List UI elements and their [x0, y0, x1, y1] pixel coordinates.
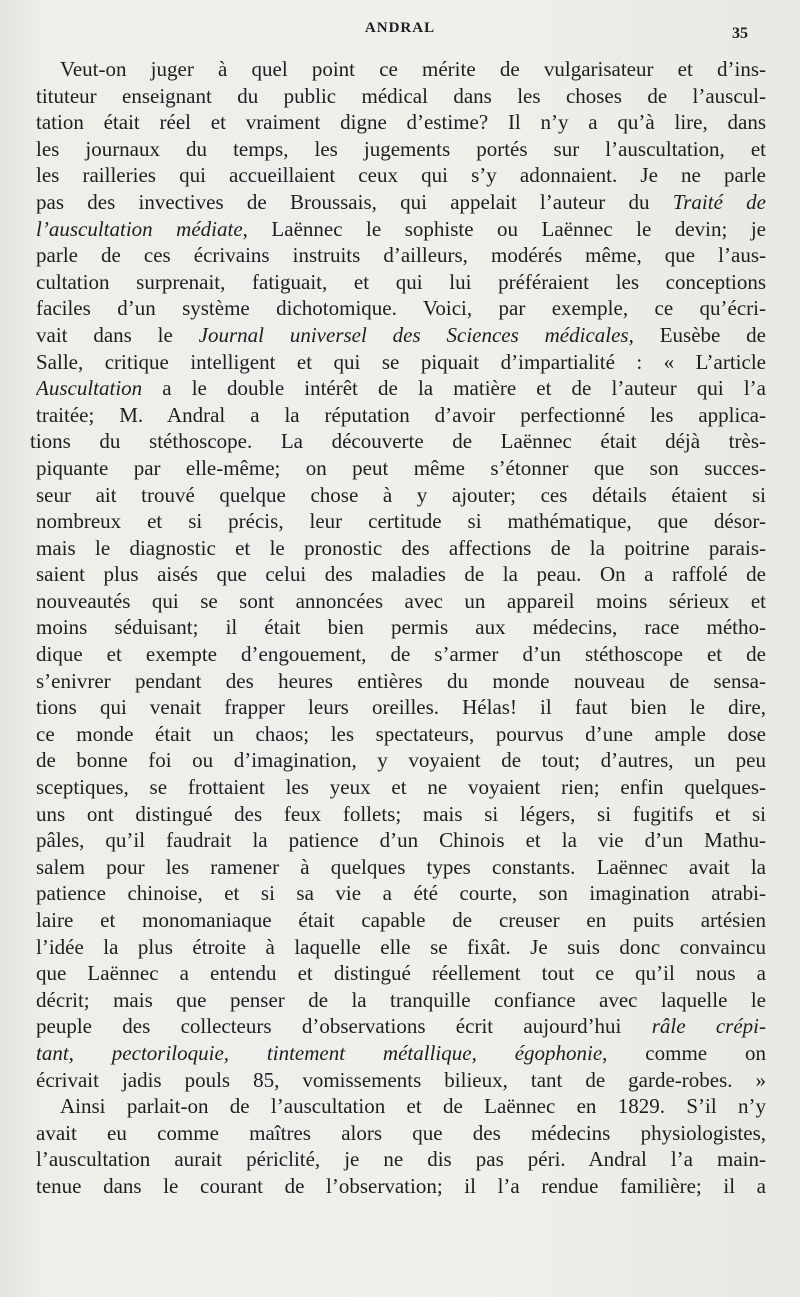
- text-line: Veut-on juger à quel point ce mérite de vulgarisateur et d’ins-: [60, 57, 766, 81]
- text-line: moins séduisant; il était bien permis aux médecins, race métho-: [36, 615, 766, 640]
- text-line: uns ont distingué des feux follets; mais si légers, si fugitifs et si: [36, 801, 766, 826]
- running-title: ANDRAL: [364, 20, 436, 36]
- text-line: salem pour les ramener à quelques types constants. Laënnec avait la: [36, 854, 766, 879]
- text-line: de bonne foi ou d’imagination, y voyaient de tout; d’autres, un peu: [36, 748, 766, 773]
- italic-title: Traité de: [672, 189, 766, 214]
- text-line: piquante par elle-même; on peut même s’étonner que son succes-: [36, 455, 766, 480]
- text-line: tituteur enseignant du public médical dans les choses de l’auscul-: [36, 83, 766, 108]
- text-line: tions du stéthoscope. La découverte de Laënnec était déjà très-: [30, 429, 766, 454]
- text-line: s’enivrer pendant des heures entières du monde nouveau de sensa-: [36, 668, 766, 693]
- text-line: Auscultation a le double intérêt de la matière et de l’auteur qui l’a: [36, 376, 766, 401]
- text-line: traitée; M. Andral a la réputation d’avoir perfectionné les applica-: [36, 402, 766, 427]
- text-line: laire et monomaniaque était capable de creuser en puits artésien: [36, 908, 766, 932]
- italic-term: Auscultation: [36, 376, 143, 401]
- text-line: sceptiques, se frottaient les yeux et ne voyaient rien; enfin quelques-: [36, 775, 766, 800]
- text-line: patience chinoise, et si sa vie a été courte, son imagination atrabi-: [36, 881, 766, 906]
- text-line: faciles d’un système dichotomique. Voici, par exemple, ce qu’écri-: [36, 296, 766, 321]
- text-line: Ainsi parlait-on de l’auscultation et de Laënnec en 1829. S’il n’y: [60, 1094, 766, 1119]
- text-line: seur ait trouvé quelque chose à y ajouter; ces détails étaient si: [36, 482, 766, 507]
- italic-term: râle crépi-: [651, 1014, 766, 1039]
- text-line: peuple des collecteurs d’observations écrit aujourd’hui râle crépi-: [36, 1014, 766, 1039]
- text-line: dique et exempte d’engouement, de s’armer d’un stéthoscope et de: [36, 642, 766, 667]
- page-number: 35: [732, 25, 748, 42]
- text-line: l’idée la plus étroite à laquelle elle se fixât. Je suis donc convaincu: [36, 934, 766, 959]
- text-line: décrit; mais que penser de la tranquille confiance avec laquelle le: [36, 987, 766, 1012]
- text-line: tenue dans le courant de l’observation; il l’a rendue familière; il a: [36, 1173, 766, 1198]
- italic-title: Journal universel des Sciences médicales: [198, 322, 629, 347]
- text-line: ce monde était un chaos; les spectateurs, pourvus d’une ample dose: [36, 721, 766, 746]
- text-line: les railleries qui accueillaient ceux qui s’y adonnaient. Je ne parle: [36, 163, 766, 188]
- text-line: tant, pectoriloquie, tintement métallique, égophonie, comme on: [36, 1040, 766, 1065]
- italic-term: tant, pectoriloquie, tintement métallique, égophonie: [36, 1040, 603, 1065]
- text-line: l’auscultation aurait périclité, je ne dis pas péri. Andral l’a main-: [36, 1147, 766, 1172]
- text-line: les journaux du temps, les jugements portés sur l’auscultation, et: [36, 136, 766, 161]
- text-line: cultation surprenait, fatiguait, et qui lui préféraient les conceptions: [36, 269, 766, 294]
- text-line: pâles, qu’il faudrait la patience d’un Chinois et la vie d’un Mathu-: [36, 828, 766, 853]
- text-line: l’auscultation médiate, Laënnec le sophiste ou Laënnec le devin; je: [36, 216, 766, 241]
- text-line: pas des invectives de Broussais, qui appelait l’auteur du Traité de: [36, 189, 766, 214]
- text-line: vait dans le Journal universel des Sciences médicales, Eusèbe de: [36, 322, 766, 347]
- text-line: tions qui venait frapper leurs oreilles. Hélas! il faut bien le dire,: [36, 695, 766, 720]
- body-text: [30, 56, 766, 1200]
- text-line: saient plus aisés que celui des maladies de la peau. On a raffolé de: [36, 562, 766, 587]
- text-line: mais le diagnostic et le pronostic des affections de la poitrine parais-: [36, 535, 766, 560]
- text-line: nouveautés qui se sont annoncées avec un appareil moins sérieux et: [36, 588, 766, 613]
- text-line: écrivait jadis pouls 85, vomissements bilieux, tant de garde-robes. »: [36, 1067, 766, 1092]
- text-line: Salle, critique intelligent et qui se piquait d’impartialité : « L’article: [36, 349, 766, 374]
- text-line: parle de ces écrivains instruits d’ailleurs, modérés même, que l’aus-: [36, 243, 766, 268]
- text-line: tation était réel et vraiment digne d’estime? Il n’y a qu’à lire, dans: [36, 110, 766, 135]
- text-line: avait eu comme maîtres alors que des médecins physiologistes,: [36, 1120, 766, 1145]
- italic-title: l’auscultation médiate: [36, 216, 243, 241]
- text-line: que Laënnec a entendu et distingué réellement tout ce qu’il nous a: [36, 961, 766, 986]
- text-line: nombreux et si précis, leur certitude si mathématique, que désor-: [36, 509, 766, 534]
